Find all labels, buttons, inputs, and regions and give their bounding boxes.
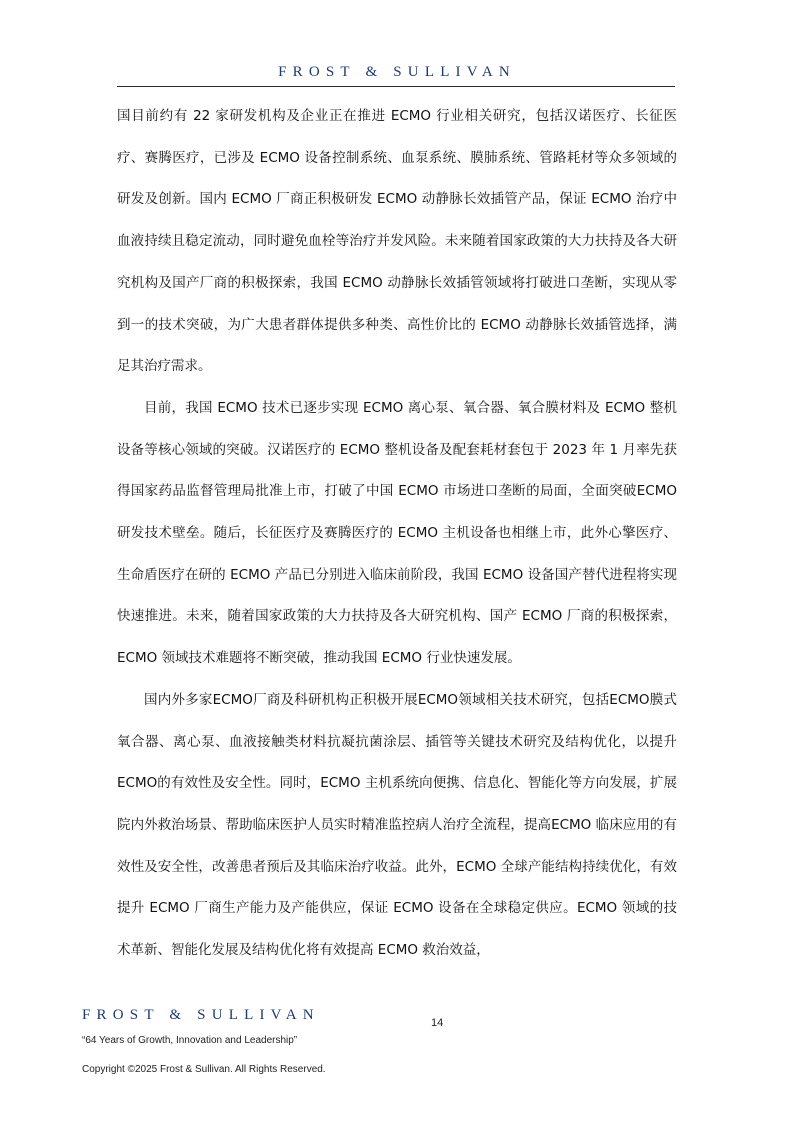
footer-brand-logo: FROST & SULLIVAN [82,1007,320,1023]
document-body [117,96,677,972]
header-brand-logo: FROST & SULLIVAN [278,64,516,80]
header-divider [117,86,675,87]
page-number: 14 [431,1017,444,1029]
footer-copyright: Copyright ©2025 Frost & Sullivan. All Rights Reserved. [82,1064,326,1075]
paragraph-3: 国内外多家ECMO厂商及科研机构正积极开展ECMO领域相关技术研究，包括ECMO膜式氧合器、离心泵、血液接触类材料抗凝抗菌涂层、插管等关键技术研究及结构优化，以提升ECMO的有效性及安全性。同时，ECMO 主机系统向便携、信息化、智能化等方向发展，扩展院内外救治场景、帮助临床医护人员实时精准监控病人治疗全流程，提高ECMO 临床应用的有效性及安全性，改善患者预后及其临床治疗收益。此外，ECMO 全球产能结构持续优化，有效提升 ECMO 厂商生产能力及产能供应，保证 ECMO 设备在全球稳定供应。ECMO 领域的技术革新、智能化发展及结构优化将有效提高 ECMO 救治效益， [117,691,677,959]
paragraph-2: 目前，我国 ECMO 技术已逐步实现 ECMO 离心泵、氧合器、氧合膜材料及 ECMO 整机设备等核心领域的突破。汉诺医疗的 ECMO 整机设备及配套耗材套包于 2023 年 1 月率先获得国家药品监督管理局批准上市，打破了中国 ECMO 市场进口垄断的局面，全面突破ECMO 研发技术壁垒。随后，长征医疗及赛腾医疗的 ECMO 主机设备也相继上市，此外心擎医疗、生命盾医疗在研的 ECMO 产品已分别进入临床前阶段，我国 ECMO 设备国产替代进程将实现快速推进。未来，随着国家政策的大力扶持及各大研究机构、国产 ECMO 厂商的积极探索，ECMO 领域技术难题将不断突破，推动我国 ECMO 行业快速发展。 [117,399,677,667]
paragraph-1: 国目前约有 22 家研发机构及企业正在推进 ECMO 行业相关研究，包括汉诺医疗、长征医疗、赛腾医疗，已涉及 ECMO 设备控制系统、血泵系统、膜肺系统、管路耗材等众多领域的研发及创新。国内 ECMO 厂商正积极研发 ECMO 动静脉长效插管产品，保证 ECMO 治疗中血液持续且稳定流动，同时避免血栓等治疗并发风险。未来随着国家政策的大力扶持及各大研究机构及国产厂商的积极探索，我国 ECMO 动静脉长效插管领域将打破进口垄断，实现从零到一的技术突破，为广大患者群体提供多种类、高性价比的 ECMO 动静脉长效插管选择，满足其治疗需求。 [117,108,677,375]
footer-tagline: “64 Years of Growth, Innovation and Leadership” [82,1035,298,1046]
